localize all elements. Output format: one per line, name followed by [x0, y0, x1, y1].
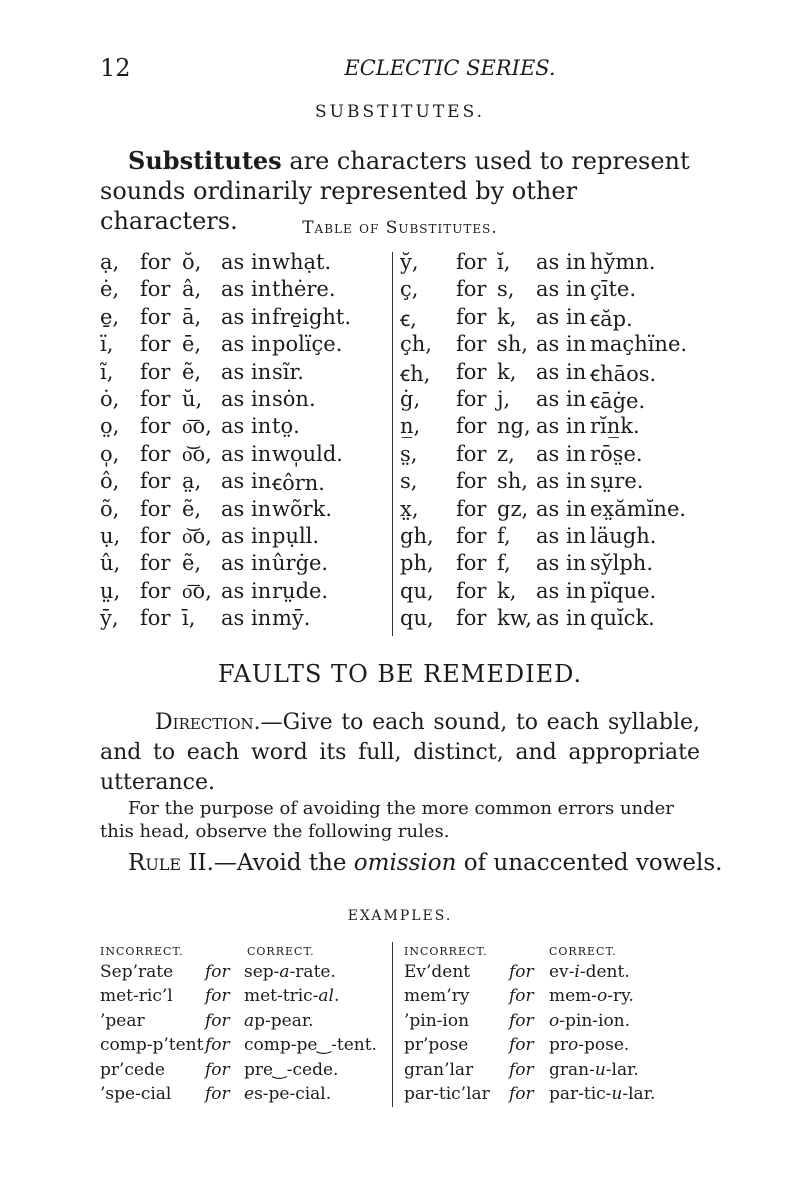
substitute-word: quĭck. [590, 606, 655, 631]
substitute-for: for [140, 606, 171, 631]
example-correct-em: e [244, 1084, 255, 1104]
substitute-for: for [140, 277, 171, 302]
purpose-paragraph: For the purpose of avoiding the more common errors under this head, observe the following rules. [100, 798, 674, 842]
substitute-sound: ī, [182, 606, 196, 631]
substitute-for: for [140, 359, 171, 384]
example-incorrect: par-tic’lar [404, 1084, 490, 1104]
example-correct-em: u [611, 1084, 623, 1104]
substitute-sound: â, [182, 277, 202, 302]
rule-emphasis: omission [353, 850, 457, 876]
example-for: for [509, 1059, 534, 1080]
example-correct-em: al [318, 986, 334, 1007]
substitute-for: for [140, 469, 171, 494]
substitute-for: for [140, 441, 171, 466]
substitute-sym: ô, [100, 469, 120, 494]
example-correct-pre: gran- [549, 1059, 595, 1080]
example-correct-pre: pr [549, 1035, 569, 1056]
substitute-word: pụll. [272, 524, 320, 548]
section-title: SUBSTITUTES. [314, 102, 486, 122]
substitute-as: as in [221, 414, 272, 439]
substitute-as: as in [221, 524, 272, 548]
substitute-word: fre̱ight. [272, 304, 352, 329]
substitute-for: for [140, 387, 171, 411]
substitute-sym: ġ, [400, 387, 421, 411]
substitute-sym: o̤, [100, 414, 120, 439]
incorrect-header-right: INCORRECT. [404, 945, 488, 958]
example-correct-em: a [279, 962, 290, 982]
substitute-as: as in [536, 469, 587, 494]
substitute-as: as in [536, 304, 587, 329]
example-correct-pre: ev- [549, 962, 575, 982]
substitute-for: for [456, 304, 487, 329]
example-for: for [205, 986, 230, 1007]
substitute-for: for [456, 606, 487, 631]
substitute-sym: ꞓh, [400, 361, 431, 386]
example-correct-em: o [549, 1010, 560, 1031]
example-for: for [509, 1084, 534, 1104]
substitute-for: for [456, 359, 487, 384]
substitute-word: sy̆lph. [590, 551, 653, 576]
examples-heading: EXAMPLES. [347, 908, 453, 924]
example-correct [549, 962, 630, 982]
substitute-as: as in [221, 387, 272, 411]
example-correct [244, 986, 339, 1006]
substitute-sound: ā, [182, 304, 202, 329]
example-for: for [205, 1059, 230, 1080]
rule-post: of unaccented vowels. [456, 850, 723, 876]
example-incorrect: ’spe-cial [100, 1084, 172, 1104]
example-for: for [509, 1010, 534, 1031]
substitute-sound: ng, [497, 414, 531, 439]
example-correct [549, 986, 634, 1006]
substitute-word: to̤. [272, 414, 300, 439]
correct-header-left: CORRECT. [247, 945, 315, 958]
substitute-as: as in [536, 277, 587, 302]
example-correct-em: ‿ [317, 1035, 332, 1056]
example-correct-post: -dent. [579, 962, 630, 982]
substitute-as: as in [221, 496, 272, 521]
substitute-as: as in [536, 551, 587, 576]
example-correct-em: u [594, 1059, 606, 1080]
substitute-sound: k, [497, 578, 517, 603]
example-incorrect: ’pin-ion [404, 1010, 470, 1031]
substitute-sym: ụ, [100, 524, 121, 548]
substitute-word: wo̩uld. [272, 441, 343, 466]
substitute-as: as in [536, 250, 587, 274]
example-correct-post: -lar. [622, 1084, 656, 1104]
substitute-sym: ȳ, [100, 606, 119, 631]
substitute-sym: s, [400, 469, 418, 494]
correct-header-right: CORRECT. [549, 945, 617, 958]
incorrect-header-left: INCORRECT. [100, 945, 184, 958]
substitute-for: for [140, 524, 171, 548]
rule-line [128, 850, 722, 876]
substitute-word: läugh. [590, 524, 657, 548]
substitute-word: wõrk. [272, 496, 333, 521]
substitute-sym: ṳ, [100, 578, 121, 603]
substitute-word: pïque. [590, 578, 657, 603]
faults-heading: FAULTS TO BE REMEDIED. [217, 660, 583, 688]
substitute-sound: sh, [497, 469, 528, 494]
substitute-word: maçhïne. [590, 332, 688, 357]
substitute-as: as in [536, 359, 587, 384]
rule-label: Rule II. [128, 850, 214, 876]
substitute-for: for [140, 496, 171, 521]
example-incorrect: pr’pose [404, 1035, 469, 1056]
substitute-as: as in [221, 469, 272, 494]
intro-text: are characters used to represent sounds ordinarily represented by other characters. [100, 147, 690, 235]
example-for: for [205, 1084, 230, 1104]
example-incorrect: gran’lar [404, 1059, 474, 1080]
example-correct-post: -pin-ion. [559, 1010, 631, 1031]
substitute-sym: ph, [400, 551, 434, 576]
substitute-for: for [140, 414, 171, 439]
example-correct-post: -cede. [286, 1059, 339, 1080]
substitute-word: ꞓhāos. [590, 361, 657, 386]
example-incorrect: mem’ry [404, 986, 470, 1007]
example-incorrect: Ev’dent [404, 962, 471, 982]
example-correct [244, 962, 336, 982]
example-for: for [205, 1010, 230, 1031]
example-correct-post: -lar. [605, 1059, 639, 1080]
substitute-as: as in [221, 277, 272, 302]
substitute-for: for [456, 387, 487, 411]
example-correct [244, 1011, 314, 1031]
substitute-sym: qu, [400, 606, 434, 631]
substitute-sound: f, [497, 524, 511, 548]
example-correct [549, 1060, 639, 1080]
example-correct [244, 1035, 377, 1055]
substitute-sound: kw, [497, 606, 532, 631]
substitute-sym: çh, [400, 332, 432, 357]
substitute-sound: s, [497, 277, 515, 302]
example-correct-pre: pre [244, 1059, 274, 1080]
substitute-sym: ė, [100, 277, 120, 302]
substitute-for: for [140, 551, 171, 576]
substitute-as: as in [221, 606, 272, 631]
substitute-sym: û, [100, 551, 121, 576]
substitute-word: ꞓāġe. [590, 389, 646, 413]
substitute-sound: k, [497, 359, 517, 384]
example-incorrect: pr’cede [100, 1059, 165, 1080]
substitute-word: hy̆mn. [590, 250, 656, 274]
substitute-sound: o͞o, [182, 578, 212, 603]
example-for: for [205, 962, 230, 982]
substitute-sym: n̲, [400, 414, 421, 439]
substitute-sym: s̤, [400, 441, 418, 466]
substitute-as: as in [221, 359, 272, 384]
substitute-word: sṳre. [590, 469, 644, 494]
example-for: for [509, 1035, 534, 1056]
substitute-word: thėre. [272, 277, 336, 302]
substitute-sym: ꞓ, [400, 306, 417, 331]
substitute-as: as in [221, 250, 272, 274]
substitute-for: for [140, 578, 171, 603]
substitute-sound: a̤, [182, 469, 202, 494]
substitute-for: for [456, 578, 487, 603]
substitute-sound: ŏ, [182, 250, 202, 274]
substitute-word: sȯn. [272, 387, 316, 411]
example-correct-post: -pose. [578, 1035, 630, 1056]
substitute-for: for [140, 332, 171, 357]
substitute-sym: y̆, [400, 250, 419, 274]
page-number: 12 [100, 54, 131, 82]
substitute-as: as in [536, 578, 587, 603]
direction-paragraph [100, 708, 700, 798]
substitute-sound: z, [497, 441, 515, 466]
substitute-sound: ẽ, [182, 551, 202, 576]
substitute-for: for [456, 414, 487, 439]
example-correct-pre: par-tic- [549, 1084, 612, 1104]
substitute-as: as in [536, 496, 587, 521]
substitute-word: rṳde. [272, 578, 329, 603]
example-correct-pre: sep- [244, 962, 280, 982]
substitute-word: sĩr. [272, 359, 304, 384]
substitute-word: ꞓăp. [590, 306, 633, 331]
substitute-sym: qu, [400, 578, 434, 603]
substitute-for: for [456, 469, 487, 494]
example-correct-post: -rate. [289, 962, 336, 982]
substitute-word: mȳ. [272, 606, 311, 631]
substitute-for: for [456, 250, 487, 274]
substitute-as: as in [221, 332, 272, 357]
example-correct [549, 1011, 630, 1031]
substitute-sound: ŭ, [182, 387, 203, 411]
substitute-sym: x̤, [400, 496, 419, 521]
example-correct [244, 1084, 331, 1104]
example-correct-em: a [244, 1010, 255, 1031]
substitute-sound: ĭ, [497, 250, 511, 274]
substitute-sound: ẽ, [182, 496, 202, 521]
substitute-as: as in [536, 524, 587, 548]
example-for: for [205, 1035, 230, 1056]
substitute-sym: ç, [400, 277, 419, 302]
substitute-as: as in [536, 606, 587, 631]
example-incorrect: comp-p’tent [100, 1035, 204, 1056]
example-correct-em: o [597, 986, 608, 1007]
substitute-sym: ạ, [100, 250, 120, 274]
substitute-as: as in [221, 578, 272, 603]
substitute-for: for [456, 332, 487, 357]
direction-label: Direction. [155, 710, 261, 735]
substitute-word: ꞓôrn. [272, 471, 325, 496]
substitute-sym: e̱, [100, 304, 120, 329]
substitute-word: polïçe. [272, 332, 343, 357]
substitute-sound: ẽ, [182, 359, 202, 384]
intro-term: Substitutes [128, 146, 282, 175]
example-correct-pre: met-tric- [244, 986, 319, 1007]
example-correct-pre: mem- [549, 986, 598, 1007]
example-incorrect: ’pear [100, 1010, 145, 1031]
example-correct [549, 1035, 629, 1055]
substitute-as: as in [221, 304, 272, 329]
example-correct-post: s-pe-cial. [254, 1084, 332, 1104]
example-correct-post: . [334, 986, 340, 1007]
example-correct-em: o [568, 1035, 579, 1056]
example-correct-post: -tent. [331, 1035, 377, 1056]
substitute-sound: o͞o, [182, 414, 212, 439]
table-divider [392, 252, 393, 636]
example-incorrect: Sep’rate [100, 962, 174, 982]
substitute-for: for [456, 441, 487, 466]
example-correct [549, 1084, 655, 1104]
example-correct-pre: comp-pe [244, 1035, 318, 1056]
example-correct-post: p-pear. [254, 1010, 314, 1031]
example-for: for [509, 986, 534, 1007]
substitute-sound: gz, [497, 496, 529, 521]
example-correct-post: -ry. [607, 986, 634, 1007]
rule-pre: —Avoid the [213, 850, 354, 876]
example-correct-em: ‿ [273, 1059, 287, 1080]
example-correct [244, 1060, 338, 1080]
substitute-sound: sh, [497, 332, 528, 357]
substitute-as: as in [536, 387, 587, 411]
substitute-word: çīte. [590, 277, 637, 302]
substitute-for: for [140, 304, 171, 329]
example-correct-em: i [574, 962, 580, 982]
table-title: Table of Substitutes. [302, 218, 498, 238]
substitute-sound: j, [497, 387, 511, 411]
substitute-as: as in [536, 414, 587, 439]
substitute-as: as in [536, 441, 587, 466]
substitute-sound: k, [497, 304, 517, 329]
substitute-sym: ȯ, [100, 387, 120, 411]
substitute-word: rĭn̲k. [590, 414, 640, 439]
substitute-for: for [140, 250, 171, 274]
substitute-sym: õ, [100, 496, 120, 521]
examples-divider [392, 942, 393, 1107]
substitute-word: rōs̤e. [590, 441, 643, 466]
substitute-for: for [456, 496, 487, 521]
substitute-for: for [456, 551, 487, 576]
substitute-sym: ĩ, [100, 359, 114, 384]
substitute-sound: o͝o, [182, 524, 212, 548]
substitute-as: as in [221, 551, 272, 576]
substitute-word: whạt. [272, 250, 332, 274]
example-for: for [509, 962, 534, 982]
substitute-sound: o͝o, [182, 441, 212, 466]
substitute-word: ex̤ămĭne. [590, 496, 687, 521]
substitute-sym: o̩, [100, 441, 120, 466]
running-head: ECLECTIC SERIES. [344, 56, 556, 80]
substitute-sound: f, [497, 551, 511, 576]
substitute-sym: ï, [100, 332, 114, 357]
substitute-word: ûrġe. [272, 551, 329, 576]
substitute-for: for [456, 277, 487, 302]
substitute-sym: gh, [400, 524, 434, 548]
direction-text: —Give to each sound, to each syllable, and to each word its full, distinct, and appropriate utterance. [100, 710, 700, 795]
substitute-for: for [456, 524, 487, 548]
substitute-as: as in [221, 441, 272, 466]
example-incorrect: met-ric’l [100, 986, 173, 1007]
substitute-as: as in [536, 332, 587, 357]
substitute-sound: ē, [182, 332, 202, 357]
